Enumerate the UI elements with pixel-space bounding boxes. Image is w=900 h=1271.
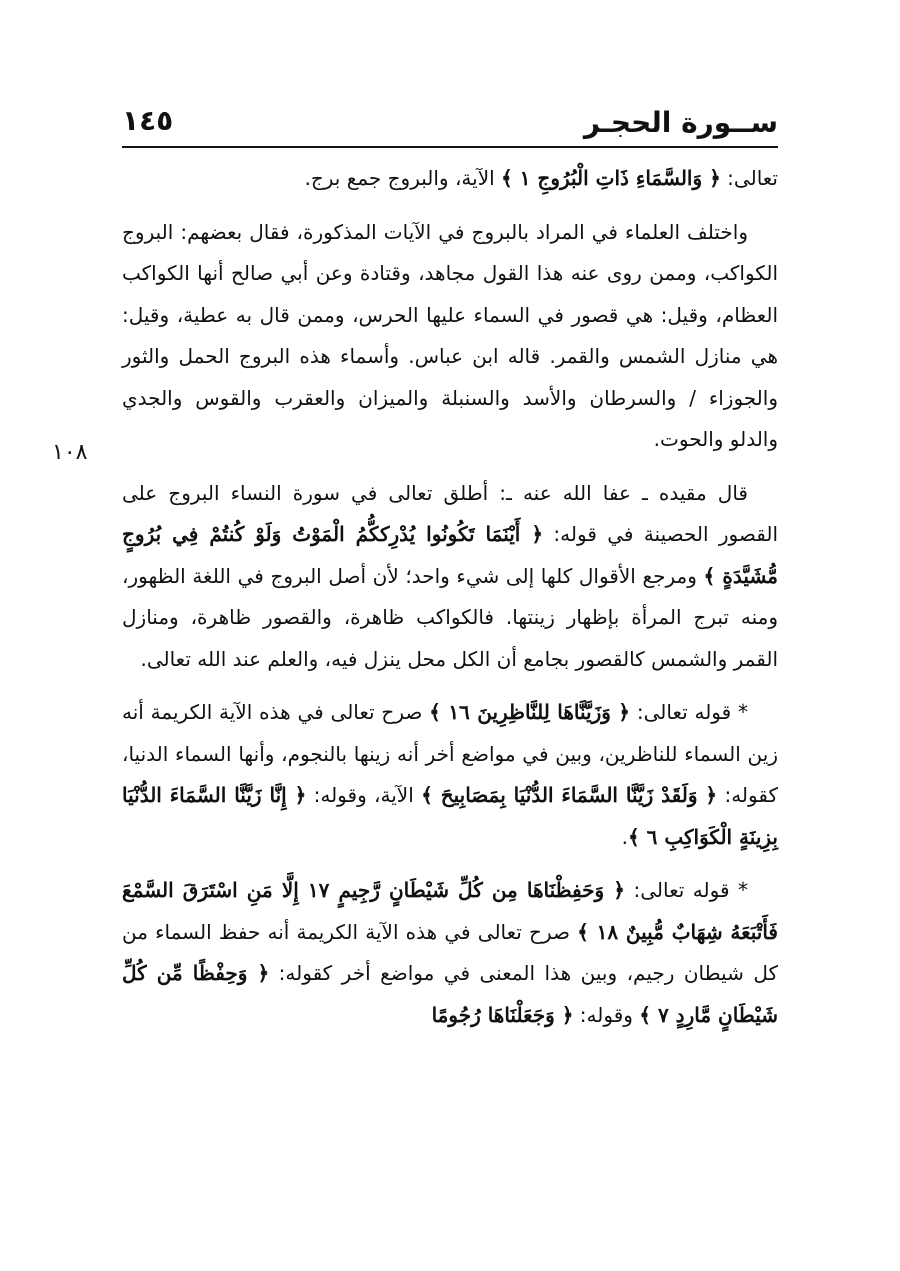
margin-page-reference: ١٠٨ <box>52 440 88 465</box>
text-run: صرح تعالى في هذه الآية الكريمة أنه زين السماء للناظرين، وبين في مواضع أخر أنه زينها بالنجوم، وأنها السماء الدنيا، كقوله: <box>122 700 778 807</box>
text-run: الآية، وقوله: <box>306 783 422 807</box>
quran-quote: ﴿ وَزَيَّنَّاهَا لِلنَّاظِرِينَ ١٦ ﴾ <box>429 700 631 724</box>
quran-quote: ﴿ وَجَعَلْنَاهَا رُجُومًا <box>431 1002 574 1027</box>
surah-title: ســورة الحجـر <box>583 106 778 139</box>
quran-quote: ﴿ إِنَّا زَيَّنَّا السَّمَاءَ الدُّنْيَا بِزِينَةٍ الْكَوَاكِبِ ٦ ﴾ <box>122 783 778 849</box>
text-run: تعالى: <box>720 166 778 190</box>
text-run: صرح تعالى في هذه الآية الكريمة أنه حفظ السماء من كل شيطان رجيم، وبين هذا المعنى في مواضع أخر كقوله: <box>122 919 778 985</box>
quran-quote: ﴿ وَحِفْظًا مِّن كُلِّ شَيْطَانٍ مَّارِدٍ ٧ ﴾ <box>122 961 778 1027</box>
page-body <box>122 158 778 1048</box>
text-run: ومرجع الأقوال كلها إلى شيء واحد؛ لأن أصل البروج في اللغة الظهور، ومنه تبرج المرأة بإظهار زينتها. فالكواكب ظاهرة، والقصور ظاهرة، ومنازل القمر والشمس كالقصور بجامع أن الكل محل ينزل فيه، والعلم عند الله تعالى. <box>122 563 778 671</box>
text-run: . <box>621 824 628 849</box>
page-header <box>122 96 778 146</box>
text-run: واختلف العلماء في المراد بالبروج في الآيات المذكورة، فقال بعضهم: البروج الكواكب، وممن روى عنه هذا القول مجاهد، وقتادة وعن أبي صالح أنها الكواكب العظام، وقيل: هي قصور في السماء عليها الحرس، وممن قال به عطية، وقيل: هي منازل الشمس والقمر. قاله ابن عباس. وأسماء هذه البروج الحمل والثور والجوزاء / والسرطان والأسد والسنبلة والميزان والعقرب والقوس والجدي والدلو والحوت. <box>122 219 778 451</box>
quran-quote: ﴿ أَيْنَمَا تَكُونُوا يُدْرِككُّمُ الْمَوْتُ وَلَوْ كُنتُمْ فِي بُرُوجٍ مُّشَيَّدَةٍ ﴾ <box>122 522 778 588</box>
page-number: ١٤٥ <box>122 104 174 137</box>
text-run: * قوله تعالى: <box>630 700 749 724</box>
text-run: الآية، والبروج جمع برج. <box>304 166 502 190</box>
paragraph <box>122 692 778 858</box>
paragraph <box>122 158 778 200</box>
quran-quote: ﴿ وَالسَّمَاءِ ذَاتِ الْبُرُوجِ ١ ﴾ <box>501 166 721 190</box>
paragraph <box>122 473 778 681</box>
text-run: قال مقيده ـ عفا الله عنه ـ: أطلق تعالى في سورة النساء البروج على القصور الحصينة في قوله: <box>122 480 778 546</box>
header-rule <box>122 146 778 148</box>
paragraph <box>122 870 778 1036</box>
text-run: * قوله تعالى: <box>625 878 749 902</box>
paragraph <box>122 212 778 461</box>
quran-quote: ﴿ وَحَفِظْنَاهَا مِن كُلِّ شَيْطَانٍ رَّجِيمٍ ١٧ إِلَّا مَنِ اسْتَرَقَ السَّمْعَ فَأَتْبَعَهُ شِهَابٌ مُّبِينٌ ١٨ ﴾ <box>122 878 778 944</box>
text-run: وقوله: <box>573 1002 640 1027</box>
quran-quote: ﴿ وَلَقَدْ زَيَّنَّا السَّمَاءَ الدُّنْيَا بِمَصَابِيحَ ﴾ <box>421 783 718 807</box>
